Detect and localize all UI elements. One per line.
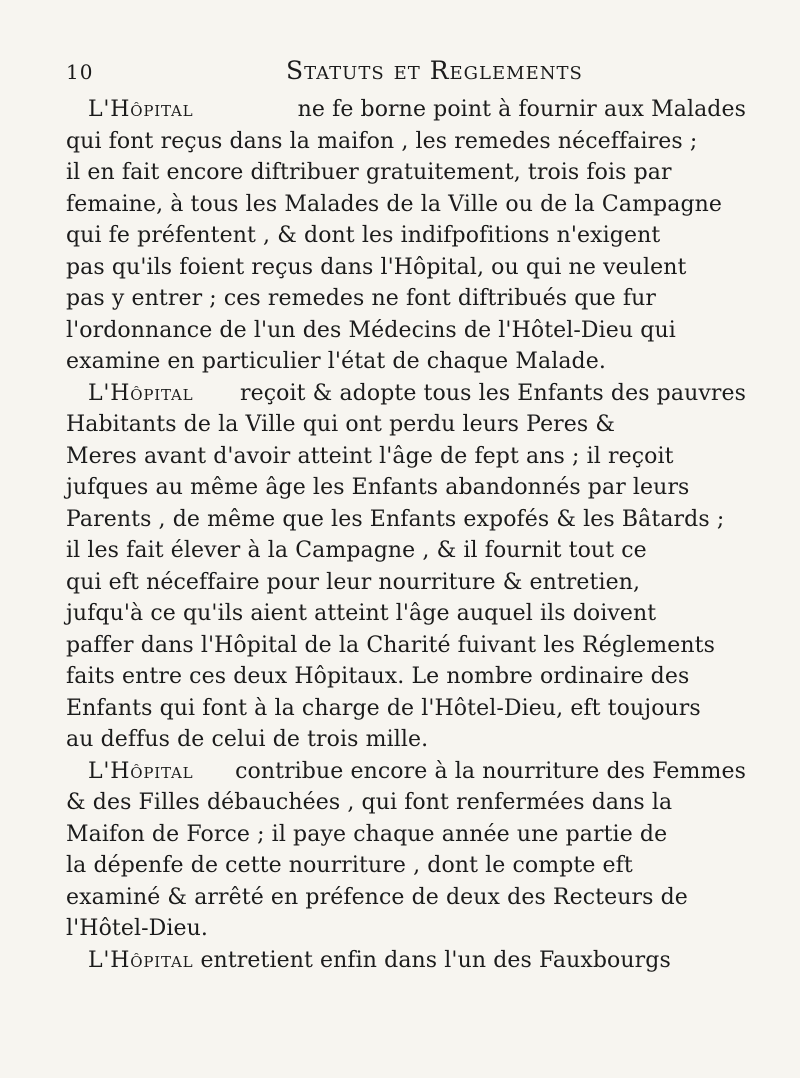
text-line: Parents , de même que les Enfants expofés & les Bâtards ;: [66, 506, 725, 532]
paragraph-4-line-1: [66, 945, 746, 977]
text-line-row: [66, 252, 746, 284]
text-line-row: [66, 693, 746, 725]
text-line: pas qu'ils foient reçus dans l'Hôpital, ou qui ne veulent: [66, 254, 687, 280]
text-line: il les fait élever à la Campagne , & il fournit tout ce: [66, 538, 647, 563]
text-line-row: [66, 189, 746, 221]
text-line-row: [66, 126, 746, 158]
text-line: Maifon de Force ; il paye chaque année une partie de: [66, 821, 668, 847]
text-line-row: [66, 787, 746, 819]
text-line: il en fait encore diftribuer gratuitement, trois fois par: [66, 160, 672, 185]
paragraph-1-line-1: [66, 94, 746, 126]
text-line-row: [66, 724, 746, 756]
text-line: la dépenfe de cette nourriture , dont le compte eft: [66, 853, 633, 878]
paragraph-lead: L'Hôpital: [88, 380, 194, 406]
text-line: contribue encore à la nourriture des Femmes: [235, 758, 746, 784]
text-line-row: [66, 913, 746, 945]
text-line: Enfants qui font à la charge de l'Hôtel-Dieu, eft toujours: [66, 695, 701, 721]
text-line: qui fe préfentent , & dont les indifpofitions n'exigent: [66, 223, 661, 248]
text-line-row: [66, 283, 746, 315]
text-line-row: [66, 598, 746, 630]
text-line: ne fe borne point à fournir aux Malades: [297, 97, 746, 122]
text-line-row: [66, 819, 746, 851]
text-line: pas y entrer ; ces remedes ne font diftribués que fur: [66, 286, 656, 311]
paragraph-2-line-1: [66, 378, 746, 410]
paragraph-lead: L'Hôpital: [88, 758, 194, 784]
text-line-row: [66, 567, 746, 599]
text-line: entretient enfin dans l'un des Fauxbourgs: [200, 947, 671, 973]
text-line-row: [66, 441, 746, 473]
text-line: jufqu'à ce qu'ils aient atteint l'âge auquel ils doivent: [66, 601, 657, 626]
text-line: examine en particulier l'état de chaque Malade.: [66, 349, 606, 374]
text-line: jufques au même âge les Enfants abandonnés par leurs: [66, 475, 690, 500]
text-line-row: [66, 472, 746, 504]
text-line: femaine, à tous les Malades de la Ville ou de la Campagne: [66, 191, 723, 217]
text-line: faits entre ces deux Hôpitaux. Le nombre ordinaire des: [66, 664, 690, 689]
text-line-row: [66, 850, 746, 882]
text-line-row: [66, 346, 746, 378]
text-line: qui eft néceffaire pour leur nourriture & entretien,: [66, 569, 641, 595]
text-line: examiné & arrêté en préfence de deux des Recteurs de: [66, 884, 688, 910]
text-line-row: [66, 409, 746, 441]
text-line: qui font reçus dans la maifon , les remedes néceffaires ;: [66, 128, 698, 154]
text-line: Habitants de la Ville qui ont perdu leurs Peres &: [66, 412, 616, 437]
paragraph-3-line-1: [66, 756, 746, 788]
text-line-row: [66, 882, 746, 914]
text-line: paffer dans l'Hôpital de la Charité fuivant les Réglements: [66, 632, 715, 658]
text-line: l'ordonnance de l'un des Médecins de l'Hôtel-Dieu qui: [66, 317, 676, 343]
text-line-row: [66, 630, 746, 662]
paragraph-lead: L'Hôpital: [88, 97, 194, 122]
text-line: l'Hôtel-Dieu.: [66, 916, 209, 941]
page-number: 10: [66, 60, 94, 84]
body-text: [66, 94, 746, 976]
text-line-row: [66, 661, 746, 693]
running-head: Statuts et Reglements: [286, 56, 583, 85]
text-line-row: [66, 157, 746, 189]
text-line: au deffus de celui de trois mille.: [66, 727, 429, 752]
text-line-row: [66, 535, 746, 567]
text-line-row: [66, 220, 746, 252]
text-line-row: [66, 315, 746, 347]
paragraph-lead: L'Hôpital: [88, 947, 194, 973]
text-line-row: [66, 504, 746, 536]
text-line: & des Filles débauchées , qui font renfermées dans la: [66, 790, 673, 815]
text-line: Meres avant d'avoir atteint l'âge de fept ans ; il reçoit: [66, 443, 674, 469]
text-line: reçoit & adopte tous les Enfants des pauvres: [240, 380, 746, 406]
